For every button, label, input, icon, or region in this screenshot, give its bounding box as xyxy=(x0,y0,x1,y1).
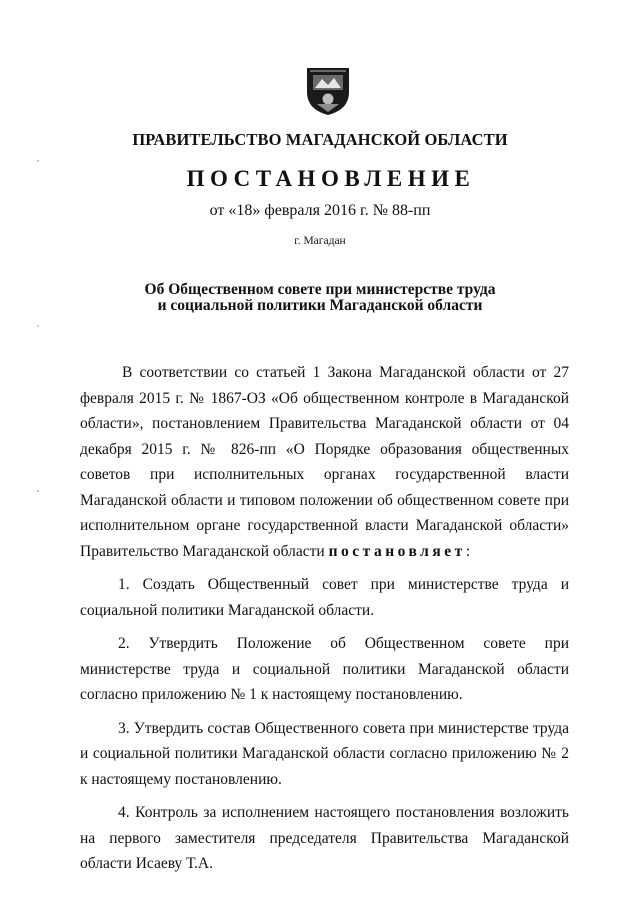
preamble-end: : xyxy=(465,542,471,560)
preamble-text: В соответствии со статьей 1 Закона Магаданской области от 27 февраля 2015 г. № 1867-ОЗ «Об общественном контроле в Магаданской области», постановлением Правительства Магаданской области от 04 декабря 2015 г. № 826-пп «О Порядке образования общественных советов при исполнительных органах государственной власти Магаданской области и типовом положении об общественном совете при исполнительном органе государственной власти Магаданской области» Правительство Магаданской области xyxy=(80,364,569,560)
scan-artifact xyxy=(37,160,39,162)
document-city: г. Магадан xyxy=(294,235,346,247)
decree-item-2: 2. Утвердить Положение об Общественном совете при министерстве труда и социальной политики Магаданской области согласно приложению № 1 к настоящему постановлению. xyxy=(80,635,569,703)
document-type-title: ПОСТАНОВЛЕНИЕ xyxy=(186,166,476,191)
document-subject xyxy=(0,282,640,314)
decree-item-3: 3. Утвердить состав Общественного совета при министерстве труда и социальной политики Магаданской области согласно приложению № 2 к настоящему постановлению. xyxy=(80,719,569,788)
scan-artifact xyxy=(37,325,39,327)
decree-word: постановляет xyxy=(328,542,466,560)
document-date-number: от «18» февраля 2016 г. № 88-пп xyxy=(209,202,431,219)
scan-artifact xyxy=(37,490,39,492)
coat-of-arms-icon xyxy=(305,66,351,116)
subject-line-2: и социальной политики Магаданской области xyxy=(157,297,483,314)
decree-item-1: 1. Создать Общественный совет при министерстве труда и социальной политики Магаданской области. xyxy=(80,576,569,619)
document-body xyxy=(80,360,569,885)
subject-line-1: Об Общественном совете при министерстве труда xyxy=(144,281,496,298)
preamble-paragraph xyxy=(80,360,569,564)
decree-item-4: 4. Контроль за исполнением настоящего постановления возложить на первого заместителя председателя Правительства Магаданской области Исаеву Т.А. xyxy=(80,804,569,872)
organization-title: ПРАВИТЕЛЬСТВО МАГАДАНСКОЙ ОБЛАСТИ xyxy=(132,130,508,149)
